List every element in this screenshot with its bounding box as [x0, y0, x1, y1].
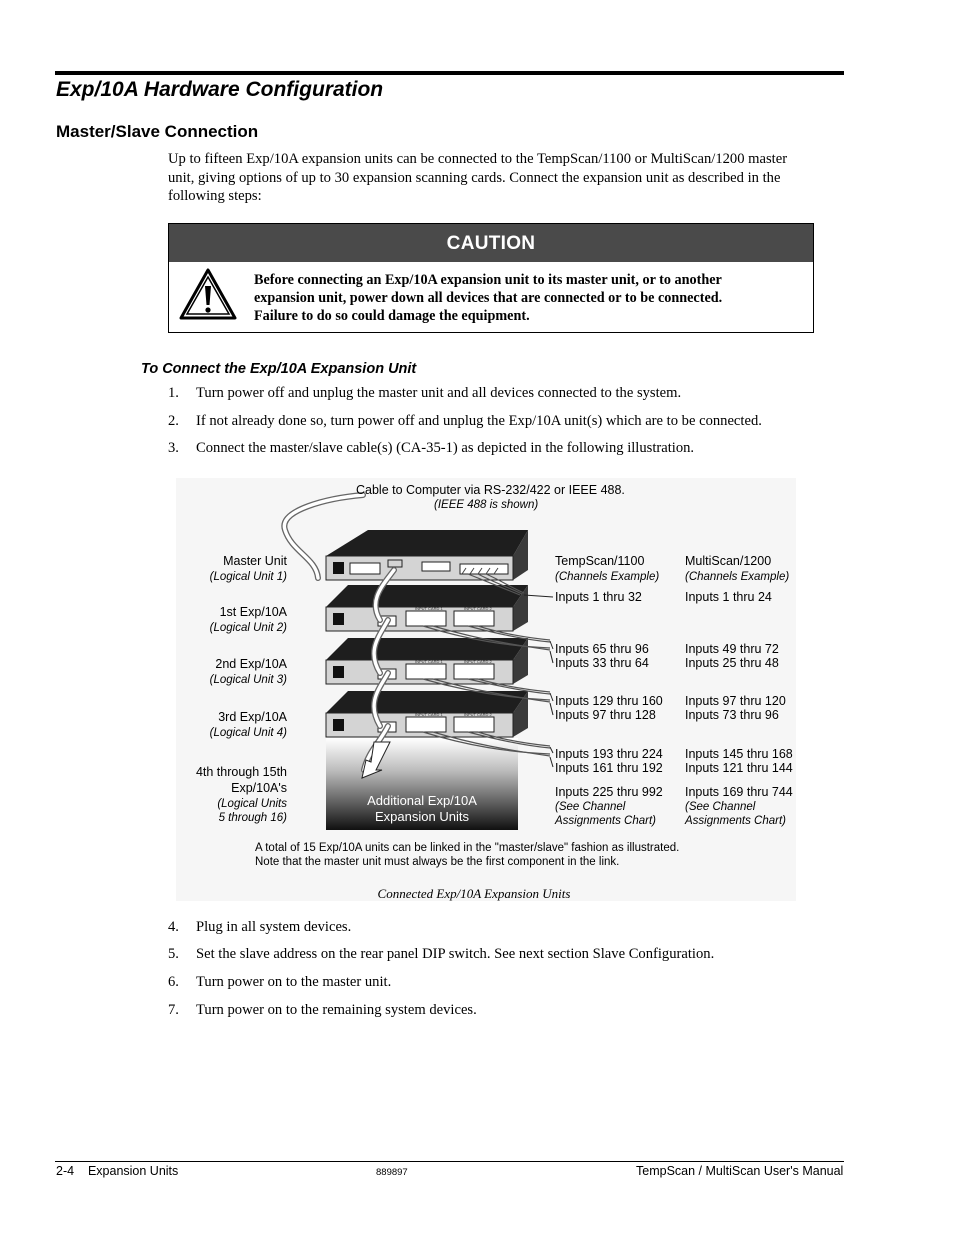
step-number: 3.	[168, 440, 179, 456]
unit-sublabel: (Logical Unit 1)	[209, 571, 287, 583]
tempscan-input-range: Inputs 193 thru 224	[555, 747, 663, 761]
footer-left: 2-4 Expansion Units	[56, 1164, 179, 1178]
step-text: Turn power on to the master unit.	[196, 974, 392, 990]
channels-example-label: (Channels Example)	[555, 571, 660, 583]
multiscan-input-range: Inputs 49 thru 72	[685, 642, 779, 656]
caution-line: expansion unit, power down all devices that are connected or to be connected.	[254, 290, 723, 306]
step-number: 2.	[168, 413, 179, 429]
cable-sublabel: (IEEE 488 is shown)	[434, 499, 539, 511]
panel-label: INPUT CARD 1	[415, 606, 443, 611]
intro-line: unit, giving options of up to 30 expansion scanning cards. Connect the expansion unit as described in the	[168, 169, 781, 186]
step-text: Connect the master/slave cable(s) (CA-35-1) as depicted in the following illustration.	[196, 440, 695, 456]
panel-label: INPUT CARD 1	[415, 712, 443, 717]
connection-diagram	[168, 470, 798, 905]
tempscan-input-range: Inputs 33 thru 64	[555, 656, 649, 670]
multiscan-header: MultiScan/1200	[685, 554, 772, 568]
exp-unit-3-top	[326, 691, 528, 713]
more-units-name: Exp/10A's	[231, 781, 287, 795]
step-text: Set the slave address on the rear panel DIP switch. See next section Slave Configuration.	[196, 946, 715, 962]
multiscan-input-range: Inputs 25 thru 48	[685, 656, 779, 670]
multiscan-input-range: Inputs 73 thru 96	[685, 708, 779, 722]
unit-name: 2nd Exp/10A	[215, 657, 287, 671]
subsection-title: Master/Slave Connection	[56, 122, 259, 141]
panel-label: INPUT CARD 2	[464, 659, 492, 664]
caution-header: CAUTION	[169, 224, 813, 262]
tempscan-input-range: Inputs 1 thru 32	[555, 590, 642, 604]
diagram-note: A total of 15 Exp/10A units can be linked in the "master/slave" fashion as illustrated.	[255, 842, 680, 854]
additional-units-label: Additional Exp/10A	[367, 793, 477, 808]
step-number: 7.	[168, 1002, 179, 1018]
exp-unit-1-top	[326, 585, 528, 607]
intro-line: following steps:	[168, 188, 262, 204]
see-channel-label: Assignments Chart)	[555, 815, 656, 827]
unit-sublabel: (Logical Unit 4)	[209, 727, 287, 739]
intro-paragraph	[168, 150, 840, 206]
step-text: Plug in all system devices.	[196, 919, 352, 935]
tempscan-input-range: Inputs 225 thru 992	[555, 785, 663, 799]
step-number: 4.	[168, 919, 179, 935]
channels-example-label: (Channels Example)	[685, 571, 790, 583]
additional-units-label: Expansion Units	[375, 809, 469, 824]
diagram-note: Note that the master unit must always be the first component in the link.	[255, 856, 620, 868]
cable-label: Cable to Computer via RS-232/422 or IEEE 488.	[356, 483, 625, 497]
unit-sublabel: (Logical Unit 3)	[209, 674, 287, 686]
caution-text	[254, 271, 799, 325]
panel-label: INPUT CARD 2	[464, 712, 492, 717]
step-number: 5.	[168, 946, 179, 962]
tempscan-input-range: Inputs 97 thru 128	[555, 708, 656, 722]
see-channel-label: Assignments Chart)	[685, 815, 786, 827]
step-number: 1.	[168, 385, 179, 401]
panel-label: INPUT CARD 2	[464, 606, 492, 611]
panel-label: INPUT CARD 1	[415, 659, 443, 664]
unit-name: 3rd Exp/10A	[218, 710, 287, 724]
section-title: Exp/10A Hardware Configuration	[56, 78, 384, 101]
intro-line: Up to fifteen Exp/10A expansion units can be connected to the TempScan/1100 or MultiScan/1200 master	[168, 151, 788, 167]
caution-line: Failure to do so could damage the equipment.	[254, 308, 530, 324]
top-rule	[55, 71, 844, 75]
tempscan-input-range: Inputs 65 thru 96	[555, 642, 649, 656]
diagram-caption: Connected Exp/10A Expansion Units	[377, 886, 571, 901]
step-text: If not already done so, turn power off and unplug the Exp/10A unit(s) which are to be connected.	[196, 413, 762, 429]
footer-rule	[55, 1161, 844, 1162]
tempscan-input-range: Inputs 161 thru 192	[555, 761, 663, 775]
unit-sublabel: (Logical Unit 2)	[209, 622, 287, 634]
step-text: Turn power off and unplug the master unit and all devices connected to the system.	[196, 385, 682, 401]
tempscan-header: TempScan/1100	[555, 554, 645, 568]
multiscan-input-range: Inputs 121 thru 144	[685, 761, 793, 775]
footer-right: TempScan / MultiScan User's Manual	[636, 1164, 844, 1178]
step-text: Turn power on to the remaining system devices.	[196, 1002, 477, 1018]
multiscan-input-range: Inputs 169 thru 744	[685, 785, 793, 799]
unit-name: 1st Exp/10A	[219, 605, 287, 619]
procedure-title: To Connect the Exp/10A Expansion Unit	[141, 361, 417, 377]
multiscan-input-range: Inputs 145 thru 168	[685, 747, 793, 761]
tempscan-input-range: Inputs 129 thru 160	[555, 694, 663, 708]
see-channel-label: (See Channel	[555, 801, 626, 813]
footer-doc-number: 889897	[376, 1167, 408, 1178]
more-units-sublabel: 5 through 16)	[218, 812, 287, 824]
more-units-sublabel: (Logical Units	[217, 798, 287, 810]
more-units-name: 4th through 15th	[195, 765, 287, 779]
caution-line: Before connecting an Exp/10A expansion unit to its master unit, or to another	[254, 272, 722, 288]
see-channel-label: (See Channel	[685, 801, 756, 813]
multiscan-input-range: Inputs 97 thru 120	[685, 694, 786, 708]
unit-name: Master Unit	[223, 554, 287, 568]
multiscan-input-range: Inputs 1 thru 24	[685, 590, 772, 604]
warning-triangle-icon	[179, 268, 237, 320]
caution-box	[168, 223, 814, 333]
step-number: 6.	[168, 974, 179, 990]
